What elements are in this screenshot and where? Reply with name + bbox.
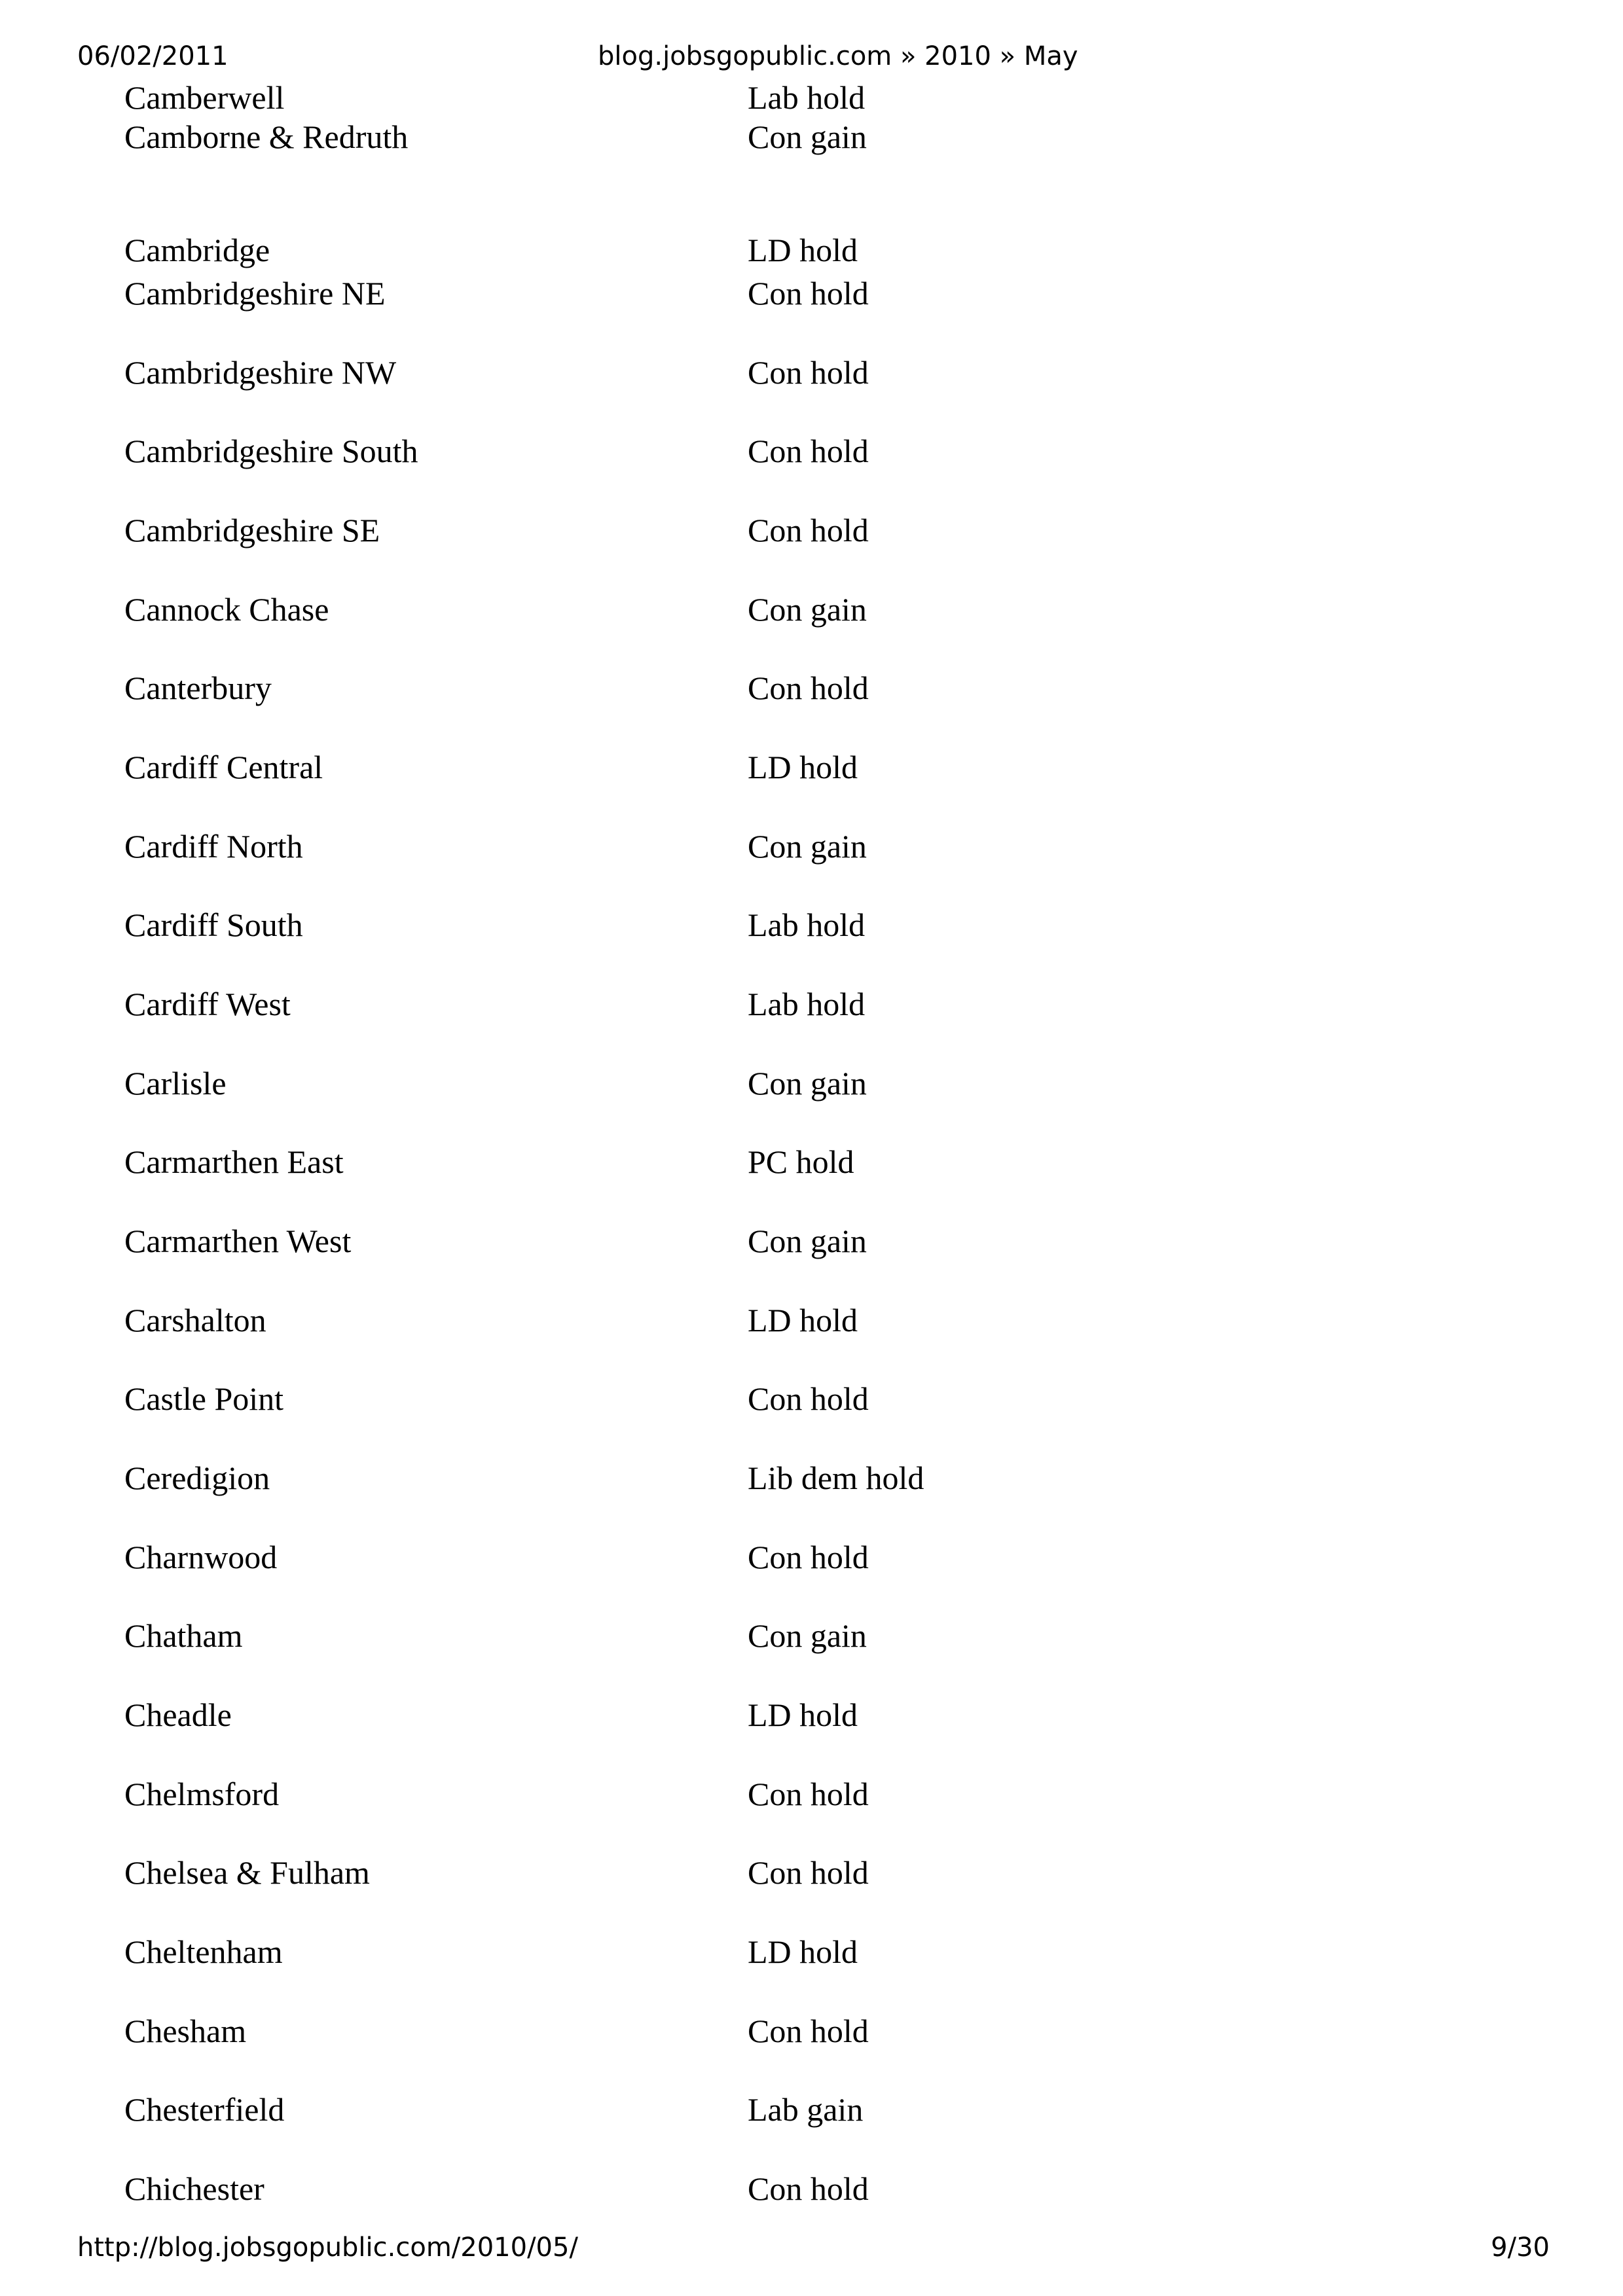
result-row (0, 825, 1623, 867)
constituency-name: Camborne & Redruth (124, 118, 409, 155)
election-result: Con gain (748, 118, 867, 155)
election-result: Lab hold (748, 79, 866, 116)
election-result: Con hold (748, 2170, 869, 2207)
constituency-name: Cambridge (124, 232, 270, 268)
election-result: Con gain (748, 1065, 867, 1102)
result-row (0, 272, 1623, 314)
election-result: Con hold (748, 1380, 869, 1417)
election-result: Lib dem hold (748, 1460, 924, 1496)
constituency-name: Canterbury (124, 670, 272, 706)
election-result: Con hold (748, 670, 869, 706)
constituency-name: Cardiff Central (124, 749, 323, 785)
election-result: Con hold (748, 354, 869, 391)
constituency-name: Cheadle (124, 1696, 232, 1733)
constituency-name: Chesham (124, 2013, 247, 2049)
constituency-name: Camberwell (124, 79, 285, 116)
election-result: Con gain (748, 591, 867, 628)
result-row (0, 1220, 1623, 1262)
election-result: Con hold (748, 1539, 869, 1575)
constituency-name: Carlisle (124, 1065, 227, 1102)
election-result: Con hold (748, 1854, 869, 1891)
constituency-name: Charnwood (124, 1539, 278, 1575)
header-breadcrumb: blog.jobsgopublic.com » 2010 » May (598, 41, 1078, 71)
election-result: LD hold (748, 1933, 858, 1970)
constituency-name: Cannock Chase (124, 591, 329, 628)
constituency-name: Chesterfield (124, 2091, 285, 2128)
election-result: Con hold (748, 2013, 869, 2049)
constituency-name: Cardiff South (124, 906, 303, 943)
election-result: Con hold (748, 275, 869, 312)
result-row (0, 351, 1623, 393)
constituency-name: Cardiff West (124, 986, 291, 1022)
result-row (0, 1378, 1623, 1420)
constituency-name: Cambridgeshire South (124, 433, 418, 469)
constituency-name: Cambridgeshire SE (124, 512, 380, 548)
constituency-name: Carmarthen West (124, 1223, 352, 1259)
constituency-name: Chelmsford (124, 1776, 280, 1812)
election-result: LD hold (748, 1302, 858, 1338)
result-row (0, 2010, 1623, 2052)
result-row (0, 1299, 1623, 1341)
election-result: Con gain (748, 1617, 867, 1654)
result-row (0, 746, 1623, 788)
election-result: Lab hold (748, 986, 866, 1022)
result-row (0, 1062, 1623, 1104)
election-result: LD hold (748, 232, 858, 268)
footer-url[interactable]: http://blog.jobsgopublic.com/2010/05/ (77, 2233, 578, 2263)
constituency-name: Cambridgeshire NW (124, 354, 397, 391)
constituency-name: Chatham (124, 1617, 243, 1654)
constituency-name: Carmarthen East (124, 1143, 344, 1180)
election-result: Lab gain (748, 2091, 864, 2128)
result-row (0, 667, 1623, 709)
constituency-name: Chelsea & Fulham (124, 1854, 370, 1891)
result-row (0, 2168, 1623, 2210)
election-result: Con hold (748, 433, 869, 469)
result-row (0, 1457, 1623, 1499)
election-result: Lab hold (748, 906, 866, 943)
election-result: Con gain (748, 828, 867, 865)
election-result: LD hold (748, 749, 858, 785)
constituency-name: Carshalton (124, 1302, 266, 1338)
result-row (0, 1852, 1623, 1893)
election-result: Con hold (748, 1776, 869, 1812)
constituency-name: Chichester (124, 2170, 264, 2207)
constituency-name: Ceredigion (124, 1460, 270, 1496)
result-row (0, 1141, 1623, 1183)
header-date: 06/02/2011 (77, 41, 228, 71)
result-row (0, 1615, 1623, 1657)
election-result: Con hold (748, 512, 869, 548)
result-row (0, 588, 1623, 630)
result-row (0, 1773, 1623, 1815)
constituency-name: Cheltenham (124, 1933, 283, 1970)
constituency-name: Castle Point (124, 1380, 284, 1417)
result-row (0, 77, 1623, 118)
result-row (0, 2089, 1623, 2130)
result-row (0, 1694, 1623, 1736)
result-row (0, 430, 1623, 472)
result-row (0, 983, 1623, 1025)
election-result: Con gain (748, 1223, 867, 1259)
result-row (0, 116, 1623, 158)
result-row (0, 229, 1623, 271)
election-result: LD hold (748, 1696, 858, 1733)
result-row (0, 1536, 1623, 1578)
page-number: 9/30 (1491, 2233, 1550, 2263)
result-row (0, 904, 1623, 946)
election-result: PC hold (748, 1143, 854, 1180)
result-row (0, 1931, 1623, 1973)
constituency-name: Cardiff North (124, 828, 303, 865)
constituency-name: Cambridgeshire NE (124, 275, 386, 312)
result-row (0, 509, 1623, 551)
